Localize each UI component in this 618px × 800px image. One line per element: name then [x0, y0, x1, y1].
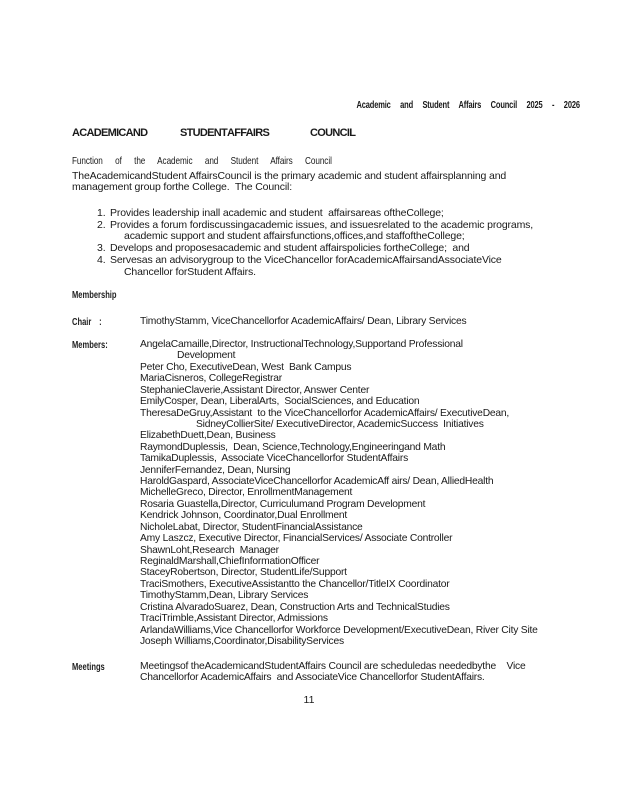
member-line: Cristina AlvaradoSuarez, Dean, Construction Arts and TechnicalStudies	[140, 601, 450, 613]
list-row	[97, 267, 602, 279]
members-label: Members:	[72, 339, 108, 351]
member-line: RaymondDuplessis, Dean, Science,Technology,Engineeringand Math	[140, 441, 446, 453]
list-number: 2.	[97, 218, 106, 231]
list-number	[111, 267, 124, 279]
member-line: AngelaCamaille,Director, InstructionalTechnology,Supportand Professional	[140, 339, 463, 350]
document-title-part: ACADEMIC AND	[72, 127, 148, 139]
member-line: Peter Cho, ExecutiveDean, West Bank Campus	[140, 361, 352, 373]
member-line: Kendrick Johnson, Coordinator,Dual Enrollment	[140, 510, 348, 522]
member-line: ElizabethDuett,Dean, Business	[140, 430, 276, 442]
intro-line: TheAcademicandStudent AffairsCouncil is the primary academic and student affairsplanning and	[72, 170, 507, 182]
header-date-text: Academic and Student Affairs Council 2025 - 2026	[356, 100, 580, 111]
list-text: Servesas an advisorygroup to the ViceChancellor forAcademicAffairsandAssociateVice	[110, 253, 502, 266]
document-title	[72, 127, 572, 141]
chair-value: TimothyStamm, ViceChancellorfor AcademicAffairs/ Dean, Library Services	[140, 316, 467, 327]
member-line: TraciTrimble,Assistant Director, Admissions	[140, 613, 328, 625]
member-line: TimothyStamm,Dean, Library Services	[140, 590, 309, 602]
member-line: ArlandaWilliams,Vice Chancellorfor Workforce Development/ExecutiveDean, River City Site	[140, 624, 538, 636]
meetings-line: Meetingsof theAcademicandStudentAffairs Council are scheduledas neededbythe Vice	[140, 661, 526, 672]
member-line: ReginaldMarshall,ChiefInformationOfficer	[140, 556, 320, 568]
header-date-line	[0, 100, 580, 111]
meetings-paragraph	[140, 661, 592, 684]
list-row	[97, 208, 602, 220]
members-list	[140, 339, 592, 647]
member-line: JenniferFernandez, Dean, Nursing	[140, 464, 291, 476]
meetings-line: Chancellorfor AcademicAffairs and AssociateVice Chancellorfor StudentAffairs.	[140, 672, 485, 684]
member-line: Development	[177, 350, 236, 362]
list-text: Provides leadership inall academic and student affairsareas oftheCollege;	[110, 207, 444, 219]
list-text: Chancellor forStudent Affairs.	[124, 265, 256, 278]
member-line: MariaCisneros, CollegeRegistrar	[140, 373, 282, 385]
list-row	[97, 255, 602, 267]
list-text: Provides a forum fordiscussingacademic issues, and issuesrelated to the academic programs,	[110, 218, 534, 231]
member-line: TraciSmothers, ExecutiveAssistantto the Chancellor/TitleIX Coordinator	[140, 578, 450, 590]
meetings-label: Meetings	[72, 661, 105, 673]
chair-label: Chair :	[72, 316, 102, 328]
function-heading	[72, 155, 405, 167]
member-line: HaroldGaspard, AssociateViceChancellorfor AcademicAff airs/ Dean, AlliedHealth	[140, 476, 494, 488]
function-heading-text: Function of the Academic and Student Affairs Council	[72, 155, 332, 167]
intro-paragraph	[72, 171, 592, 194]
member-line: TheresaDeGruy,Assistant to the ViceChancellorfor AcademicAffairs/ ExecutiveDean,	[140, 407, 510, 419]
council-functions-list	[97, 208, 602, 278]
member-line: StaceyRobertson, Director, StudentLife/Support	[140, 567, 347, 579]
member-line: Joseph Williams,Coordinator,DisabilityServices	[140, 635, 344, 647]
member-line: Rosaria Guastella,Director, Curriculumand Program Development	[140, 498, 426, 510]
membership-heading: Membership	[72, 289, 117, 301]
document-title-part: COUNCIL	[310, 127, 356, 139]
list-text: academic support and student affairsfunctions,offices,and staffoftheCollege;	[124, 230, 465, 243]
member-line: SidneyCollierSite/ ExecutiveDirector, AcademicSuccess Initiatives	[196, 418, 484, 430]
document-title-part: STUDENT AFFAIRS	[180, 127, 270, 139]
member-line: TamikaDuplessis, Associate ViceChancellorfor StudentAffairs	[140, 453, 409, 465]
page-number: 11	[303, 694, 315, 706]
list-number: 1.	[97, 207, 106, 219]
member-line: NicholeLabat, Director, StudentFinancialAssistance	[140, 521, 363, 533]
list-text: Develops and proposesacademic and student affairspolicies fortheCollege; and	[110, 242, 470, 255]
member-line: Amy Laszcz, Executive Director, FinancialServices/ Associate Controller	[140, 533, 453, 545]
intro-line: management group forthe College. The Council:	[72, 181, 292, 194]
list-number: 4.	[97, 253, 106, 266]
member-line: ShawnLoht,Research Manager	[140, 544, 279, 556]
list-number: 3.	[97, 242, 106, 255]
member-line: EmilyCosper, Dean, LiberalArts, SocialSciences, and Education	[140, 396, 420, 408]
member-line: StephanieClaverie,Assistant Director, Answer Center	[140, 384, 370, 396]
member-line: MichelleGreco, Director, EnrollmentManagement	[140, 487, 353, 499]
